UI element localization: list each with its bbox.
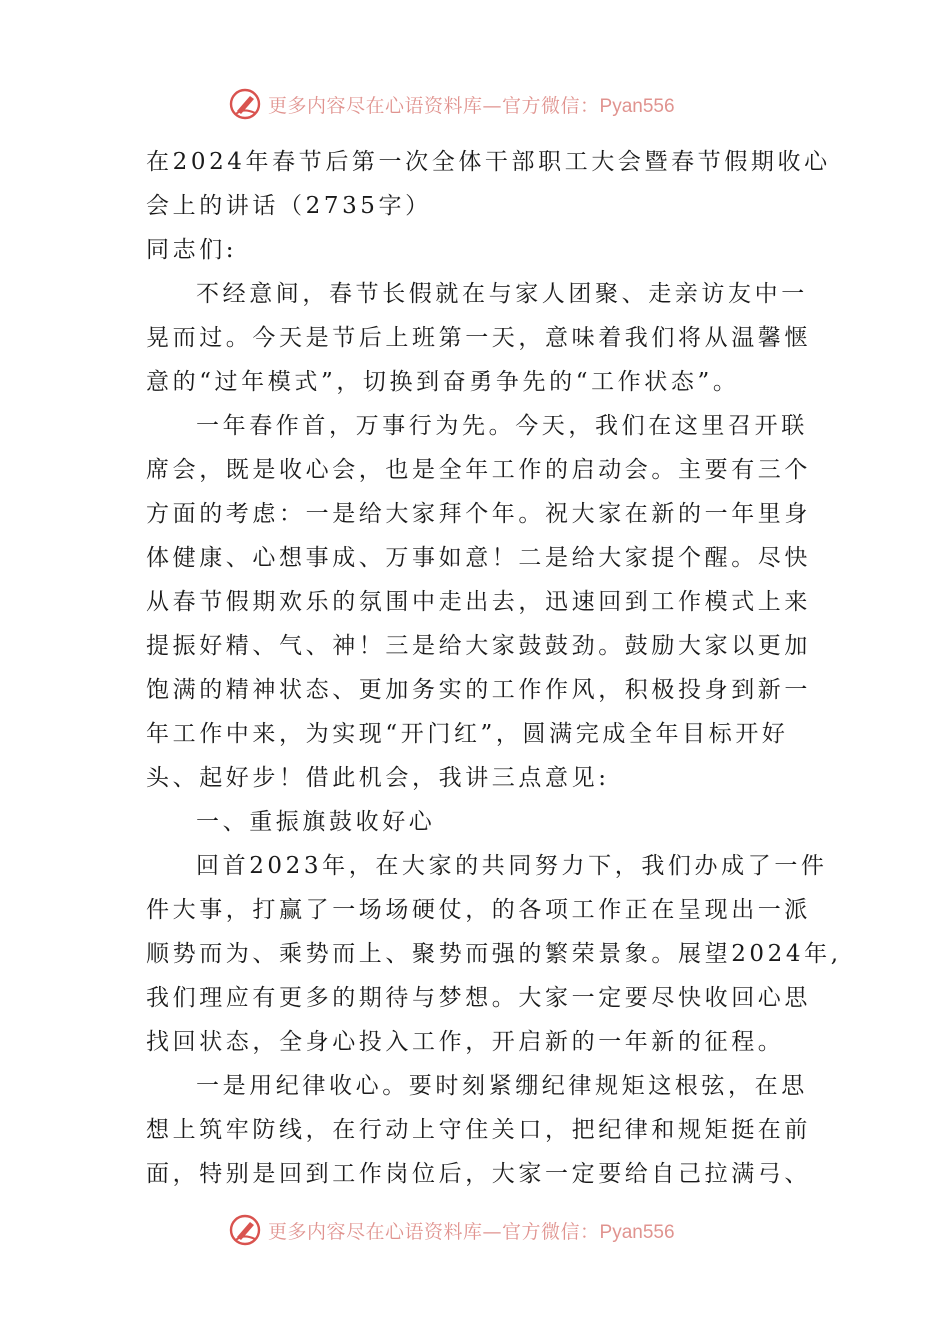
body-line: 顺势而为、乘势而上、聚势而强的繁荣景象。展望2024年, [146,941,842,967]
header-banner-text [268,91,675,118]
header-banner [228,84,675,124]
title-line: 会上的讲话（2735字） [146,193,432,219]
body-line: 晃而过。今天是节后上班第一天，意味着我们将从温馨惬 [146,325,811,351]
footer-banner-text [268,1217,675,1244]
body-line: 不经意间，春节长假就在与家人团聚、走亲访友中一 [196,281,808,307]
body-line: 一、重振旗鼓收好心 [196,809,436,835]
footer-banner [228,1210,675,1250]
body-line: 回首2023年，在大家的共同努力下，我们办成了一件 [196,853,828,879]
body-line: 饱满的精神状态、更加务实的工作作风，积极投身到新一 [146,677,811,703]
body-line: 件大事，打赢了一场场硬仗，的各项工作正在呈现出一派 [146,897,811,923]
body-line: 头、起好步！借此机会，我讲三点意见: [146,765,610,791]
body-line: 年工作中来，为实现“开门红”，圆满完成全年目标开好 [146,721,789,747]
pen-seal-logo-icon [228,1213,262,1247]
body-line: 面，特别是回到工作岗位后，大家一定要给自己拉满弓、 [146,1161,811,1187]
body-line: 体健康、心想事成、万事如意！二是给大家提个醒。尽快 [146,545,811,571]
body-line: 一是用纪律收心。要时刻紧绷纪律规矩这根弦，在思 [196,1073,808,1099]
body-line: 方面的考虑：一是给大家拜个年。祝大家在新的一年里身 [146,501,811,527]
body-line: 我们理应有更多的期待与梦想。大家一定要尽快收回心思 [146,985,811,1011]
footer-wechat-id: Pyan556 [599,1221,675,1243]
body-line: 意的“过年模式”，切换到奋勇争先的“工作状态”。 [146,369,740,395]
salutation: 同志们: [146,237,238,263]
body-line: 席会，既是收心会，也是全年工作的启动会。主要有三个 [146,457,811,483]
title-line: 在2024年春节后第一次全体干部职工大会暨春节假期收心 [146,149,831,175]
body-line: 找回状态，全身心投入工作，开启新的一年新的征程。 [146,1029,785,1055]
pen-seal-logo-icon [228,87,262,121]
body-line: 想上筑牢防线，在行动上守住关口，把纪律和规矩挺在前 [146,1117,811,1143]
header-wechat-id: Pyan556 [599,95,675,117]
body-line: 一年春作首，万事行为先。今天，我们在这里召开联 [196,413,808,439]
document-title [146,140,831,228]
document-paragraphs [146,272,842,1196]
document-body [146,140,842,1196]
footer-banner-label: 更多内容尽在心语资料库—官方微信： [268,1220,600,1243]
body-line: 提振好精、气、神！三是给大家鼓鼓劲。鼓励大家以更加 [146,633,811,659]
body-line: 从春节假期欢乐的氛围中走出去，迅速回到工作模式上来 [146,589,811,615]
header-banner-label: 更多内容尽在心语资料库—官方微信： [268,94,600,117]
